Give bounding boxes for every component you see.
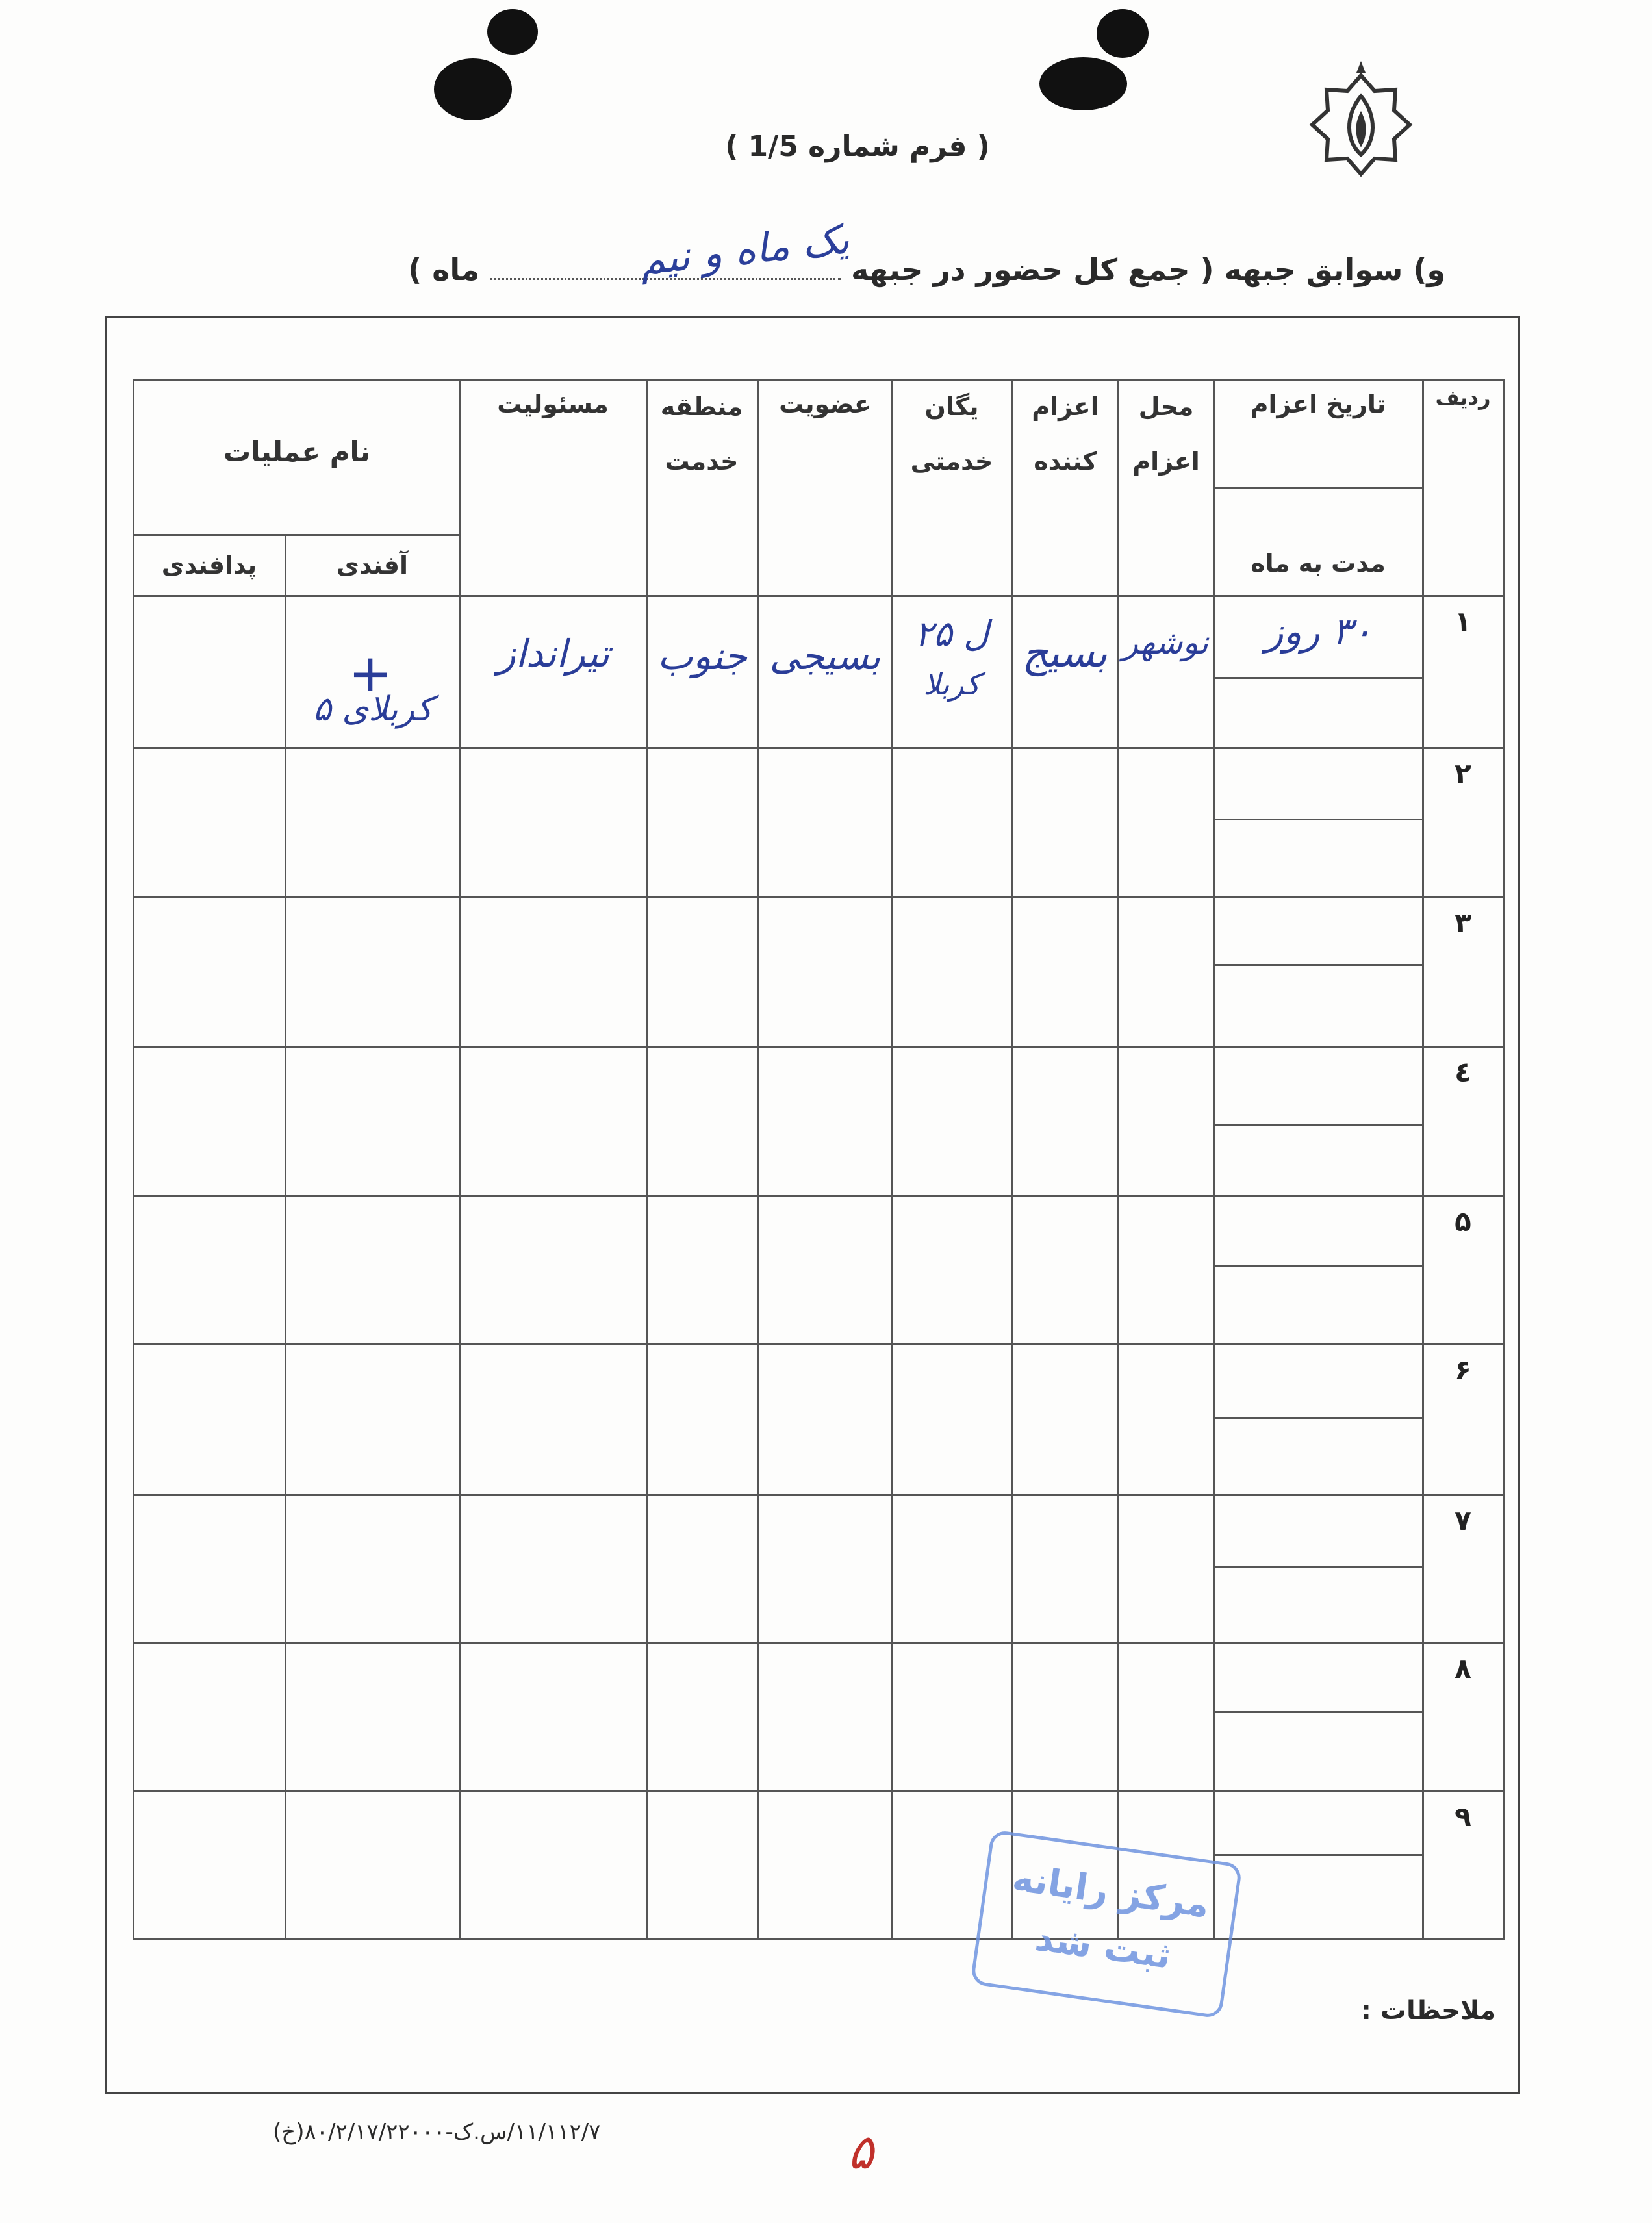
table-line [1213,1566,1422,1568]
table-line [285,534,286,1940]
row-number: ۲ [1455,757,1471,789]
binder-hole-left [434,58,512,120]
form-number: ( فرم شماره 1/5 ) [725,130,990,163]
table-line [1213,819,1422,820]
stamp-line-1: مرکز رایانه [1010,1857,1212,1927]
heading-handwritten-value: یک ماه و نیم [637,215,852,285]
row1-offensive-operation: کربلای ۵ [312,690,433,729]
table-line [133,379,134,1940]
binder-hole-left-top [487,9,538,55]
header-dispatcher: اعزام کننده [1032,392,1099,476]
header-offensive: آفندی [336,551,409,579]
table-line [133,1343,1503,1345]
table-line [459,379,461,1940]
row1-service-region: جنوب [657,634,747,678]
binder-hole-right [1039,57,1127,110]
table-line [1213,677,1422,679]
row1-unit-line2: کربلا [923,667,980,702]
row-number: ۳ [1455,907,1471,939]
table-line [133,1046,1503,1048]
row1-membership: بسیجی [769,634,881,678]
table-line [1422,379,1424,1940]
header-responsibility: مسئولیت [497,390,609,418]
table-line [1213,1124,1422,1126]
header-defensive: پدافندی [161,551,257,579]
table-line [133,1494,1503,1496]
heading-suffix: ماه ) [408,252,480,287]
header-dispatch-place: محل اعزام [1132,392,1200,476]
table-line [133,534,459,536]
stamp-line-2: ثبت شد [1032,1916,1174,1977]
remarks-label: ملاحظات : [1360,1996,1496,2026]
header-service-region: منطقه خدمت [660,392,743,476]
row-number: ۱ [1455,605,1471,637]
organization-logo [1306,57,1416,181]
row1-dispatcher: بسیج [1022,629,1108,676]
form-code: ۱۱/۱۱۲/۷/س.ک-۸۰/۲/۱۷/۲۲۰۰۰(خ) [273,2119,601,2145]
row-number: ۸ [1455,1653,1471,1684]
table-line [1503,379,1505,1940]
row1-dispatch-date: ۳۰ روز [1265,609,1373,654]
row-number: ٤ [1455,1056,1471,1088]
row-number: ۵ [1455,1206,1471,1238]
table-line [133,1938,1503,1940]
table-line [1011,379,1013,1940]
table-line [133,896,1503,898]
header-operation-name: نام عملیات [223,436,371,468]
binder-hole-right-top [1097,9,1149,58]
header-duration-months: مدت به ماه [1251,549,1386,578]
table-line [757,379,759,1940]
section-heading [408,215,1445,287]
table-line [891,379,893,1940]
table-line [133,595,1503,597]
header-membership: عضویت [779,390,871,418]
table-line [1213,1265,1422,1267]
header-row-number: ردیف [1435,385,1491,410]
row-number: ۹ [1455,1801,1471,1833]
table-line [1213,379,1215,1940]
table-line [1213,487,1422,489]
row-number: ۶ [1455,1354,1471,1386]
table-line [1213,1417,1422,1419]
row1-offensive-mark: + [348,643,392,704]
table-line [133,747,1503,749]
table-line [1213,1711,1422,1713]
table-line [646,379,648,1940]
table-line [1117,379,1119,1940]
table-line [1213,964,1422,966]
heading-prefix: و) سوابق جبهه ( جمع کل حضور در جبهه [851,252,1445,287]
table-line [133,1642,1503,1644]
page-number: ۵ [848,2124,874,2180]
row-number: ۷ [1455,1505,1471,1536]
row1-unit-line1: ل ۲۵ [914,613,989,654]
table-line [133,1195,1503,1197]
table-line [133,1790,1503,1792]
row1-dispatch-place: نوشهر [1122,624,1209,661]
heading-fill-line [490,215,852,285]
row1-responsibility: تیرانداز [497,631,610,676]
header-dispatch-date: تاریخ اعزام [1250,390,1386,418]
table-line [1213,1854,1422,1856]
header-service-unit: یگان خدمتی [910,392,993,476]
